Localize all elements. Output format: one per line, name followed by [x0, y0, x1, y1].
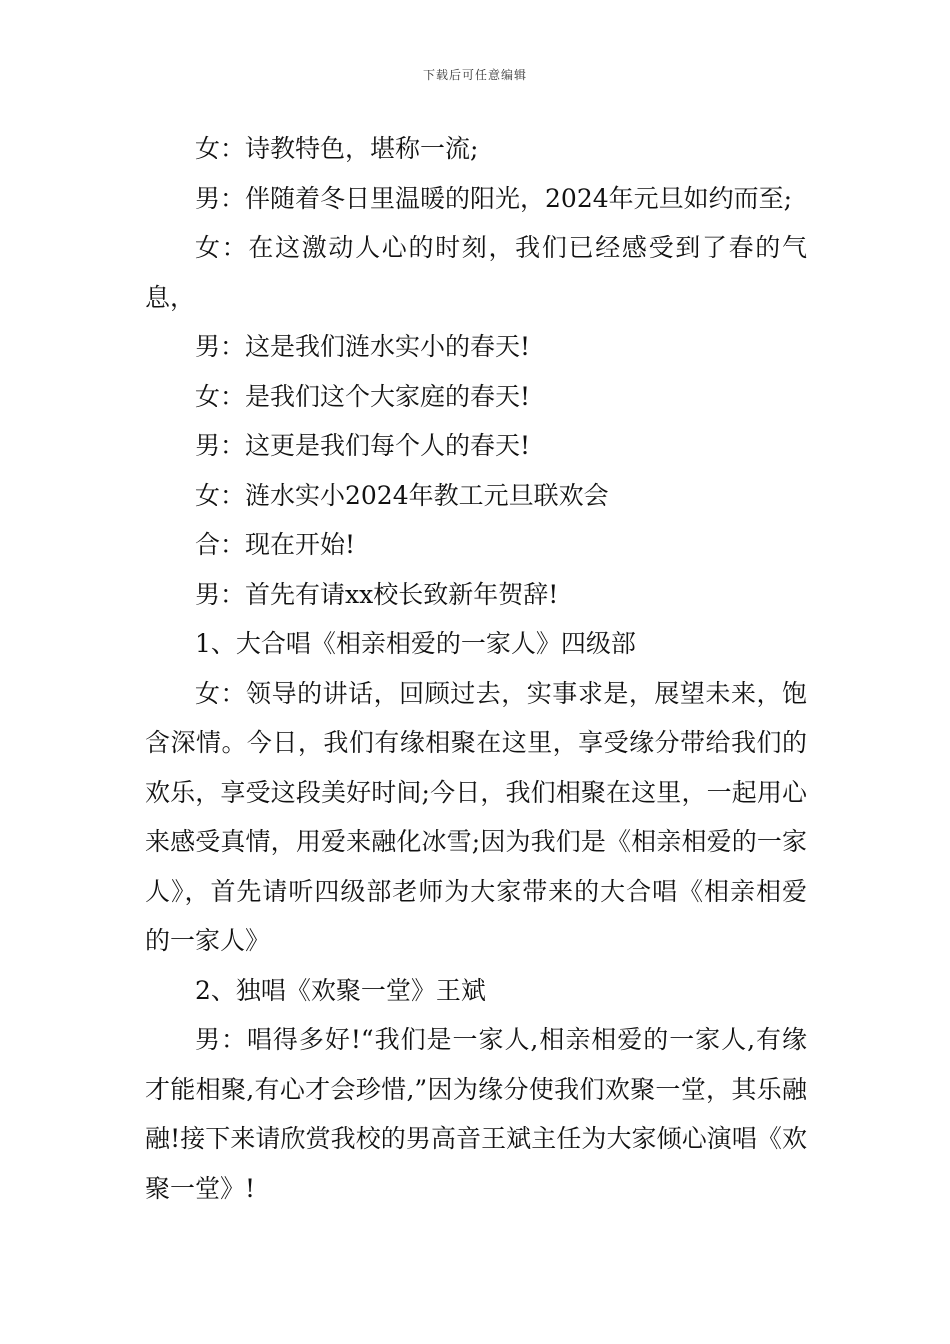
dialogue-line: 男：这是我们涟水实小的春天! — [195, 332, 531, 361]
dialogue-line: 男：首先有请xx校长致新年贺辞! — [195, 579, 559, 609]
dialogue-line: 男：唱得多好!“我们是一家人,相亲相爱的一家人,有缘才能相聚,有心才会珍惜,”因为缘分使我们欢聚一堂，其乐融融!接下来请欣赏我校的男高音王斌主任为大家倾心演唱《欢聚一堂》! — [145, 1025, 807, 1203]
dialogue-line: 女：在这激动人心的时刻，我们已经感受到了春的气息， — [145, 233, 807, 312]
dialogue-line: 男：这更是我们每个人的春天! — [195, 431, 531, 460]
document-body — [145, 124, 807, 1213]
dialogue-line: 女：涟水实小2024年教工元旦联欢会 — [195, 480, 609, 510]
dialogue-line: 女：领导的讲话，回顾过去，实事求是，展望未来，饱含深情。今日，我们有缘相聚在这里，享受缘分带给我们的欢乐，享受这段美好时间;今日，我们相聚在这里，一起用心来感受真情，用爱来融化冰雪;因为我们是《相亲相爱的一家人》，首先请听四级部老师为大家带来的大合唱《相亲相爱的一家人》 — [145, 678, 807, 955]
dialogue-line: 女：是我们这个大家庭的春天! — [195, 381, 531, 411]
dialogue-line: 男：伴随着冬日里温暖的阳光，2024年元旦如约而至; — [195, 183, 793, 213]
program-item: 2、独唱《欢聚一堂》王斌 — [195, 975, 486, 1005]
dialogue-line: 女：诗教特色，堪称一流; — [195, 134, 479, 163]
header-note: 下载后可任意编辑 — [422, 68, 527, 82]
dialogue-line: 合：现在开始! — [195, 530, 356, 559]
program-item: 1、大合唱《相亲相爱的一家人》四级部 — [195, 629, 636, 658]
